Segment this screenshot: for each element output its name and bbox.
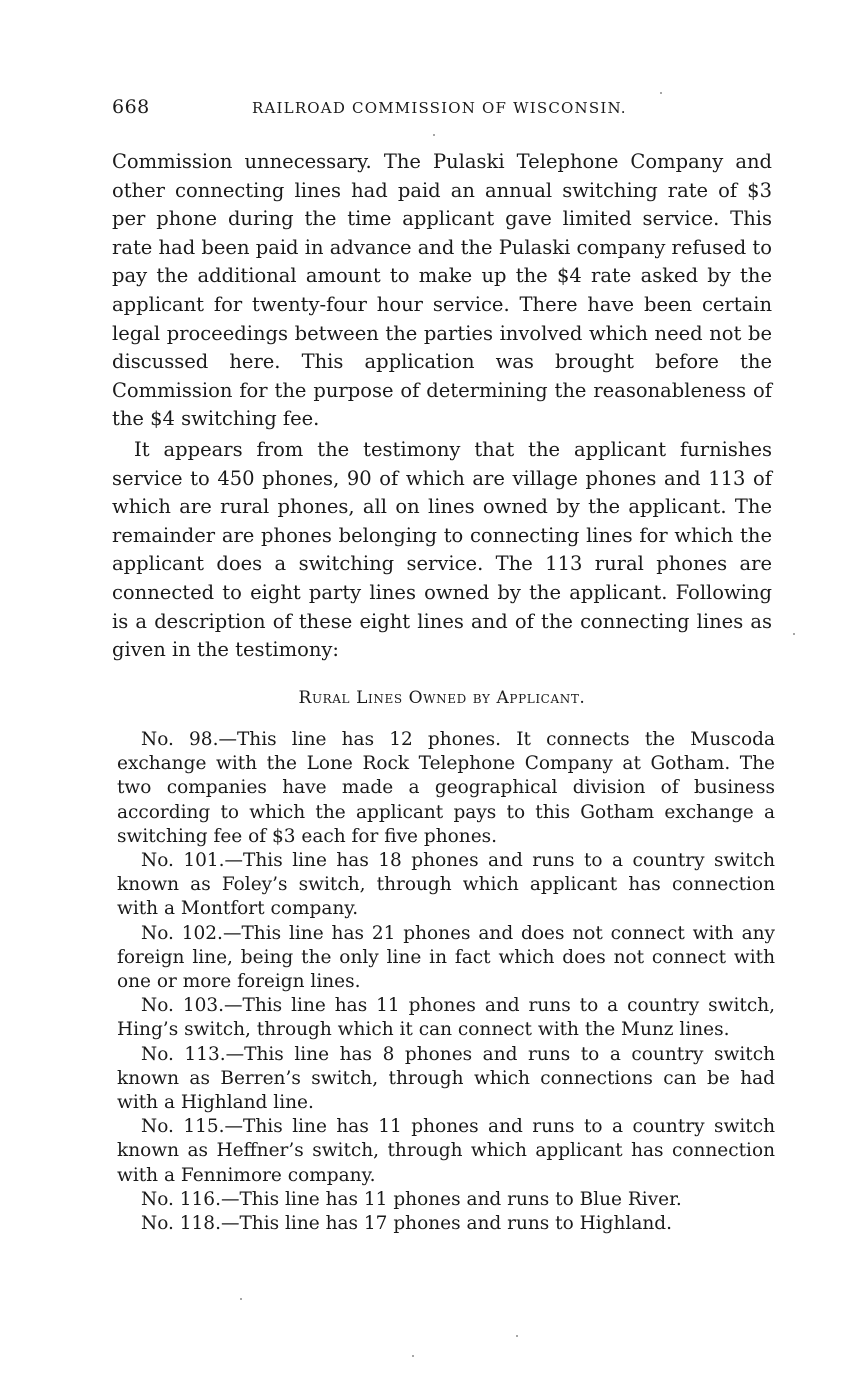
page-number: 668: [112, 96, 150, 118]
body-text: [112, 148, 772, 665]
line-entry-113: No. 113.—This line has 8 phones and runs to a country switch known as Berren’s switch, through which connections can be had with a Highland line.: [117, 1043, 775, 1114]
line-entry-118: No. 118.—This line has 17 phones and runs to Highland.: [141, 1213, 673, 1235]
line-entry-98: No. 98.—This line has 12 phones. It connects the Muscoda exchange with the Lone Rock Telephone Company at Gotham. The two companies have made a geographical division of business according to which the applicant pays to this Gotham exchange a switching fee of $3 each for five phones.: [117, 729, 775, 847]
page-header: [112, 96, 772, 124]
running-head: RAILROAD COMMISSION OF WISCONSIN.: [252, 99, 627, 117]
scan-speck: [240, 1298, 242, 1300]
line-entry-102: No. 102.—This line has 21 phones and does not connect with any foreign line, being the only line in fact which does not connect with one or more foreign lines.: [117, 922, 775, 993]
line-entry-101: No. 101.—This line has 18 phones and runs to a country switch known as Foley’s switch, through which applicant has connection with a Montfort company.: [117, 850, 775, 920]
scan-speck: [412, 1355, 414, 1357]
scan-speck: [433, 134, 435, 136]
line-entry-116: No. 116.—This line has 11 phones and runs to Blue River.: [141, 1188, 682, 1210]
paragraph-continued: Commission unnecessary. The Pulaski Telephone Company and other connecting lines had paid an annual switching rate of $3 per phone during the time applicant gave limited service. This rate had been paid in advance and the Pulaski company refused to pay the additional amount to make up the $4 rate asked by the applicant for twenty-four hour service. There have been certain legal proceedings between the parties involved which need not be discussed here. This application was brought before the Commission for the purpose of determining the reasonableness of the $4 switching fee.: [112, 150, 772, 431]
line-entry-115: No. 115.—This line has 11 phones and runs to a country switch known as Heffner’s switch, through which applicant has connection with a Fennimore company.: [117, 1116, 775, 1186]
line-entry-103: No. 103.—This line has 11 phones and runs to a country switch, Hing’s switch, through which it can connect with the Munz lines.: [117, 995, 775, 1041]
section-heading: Rural Lines Owned by Applicant.: [298, 688, 586, 708]
scan-speck: [793, 633, 795, 635]
scan-speck: [516, 1335, 518, 1337]
scan-speck: [660, 92, 662, 94]
line-entries: [117, 728, 775, 1236]
paragraph: It appears from the testimony that the applicant furnishes service to 450 phones, 90 of which are village phones and 113 of which are rural phones, all on lines owned by the applicant. The remainder are phones belonging to connecting lines for which the applicant does a switching service. The 113 rural phones are connected to eight party lines owned by the applicant. Following is a description of these eight lines and of the connecting lines as given in the testimony:: [112, 437, 772, 662]
